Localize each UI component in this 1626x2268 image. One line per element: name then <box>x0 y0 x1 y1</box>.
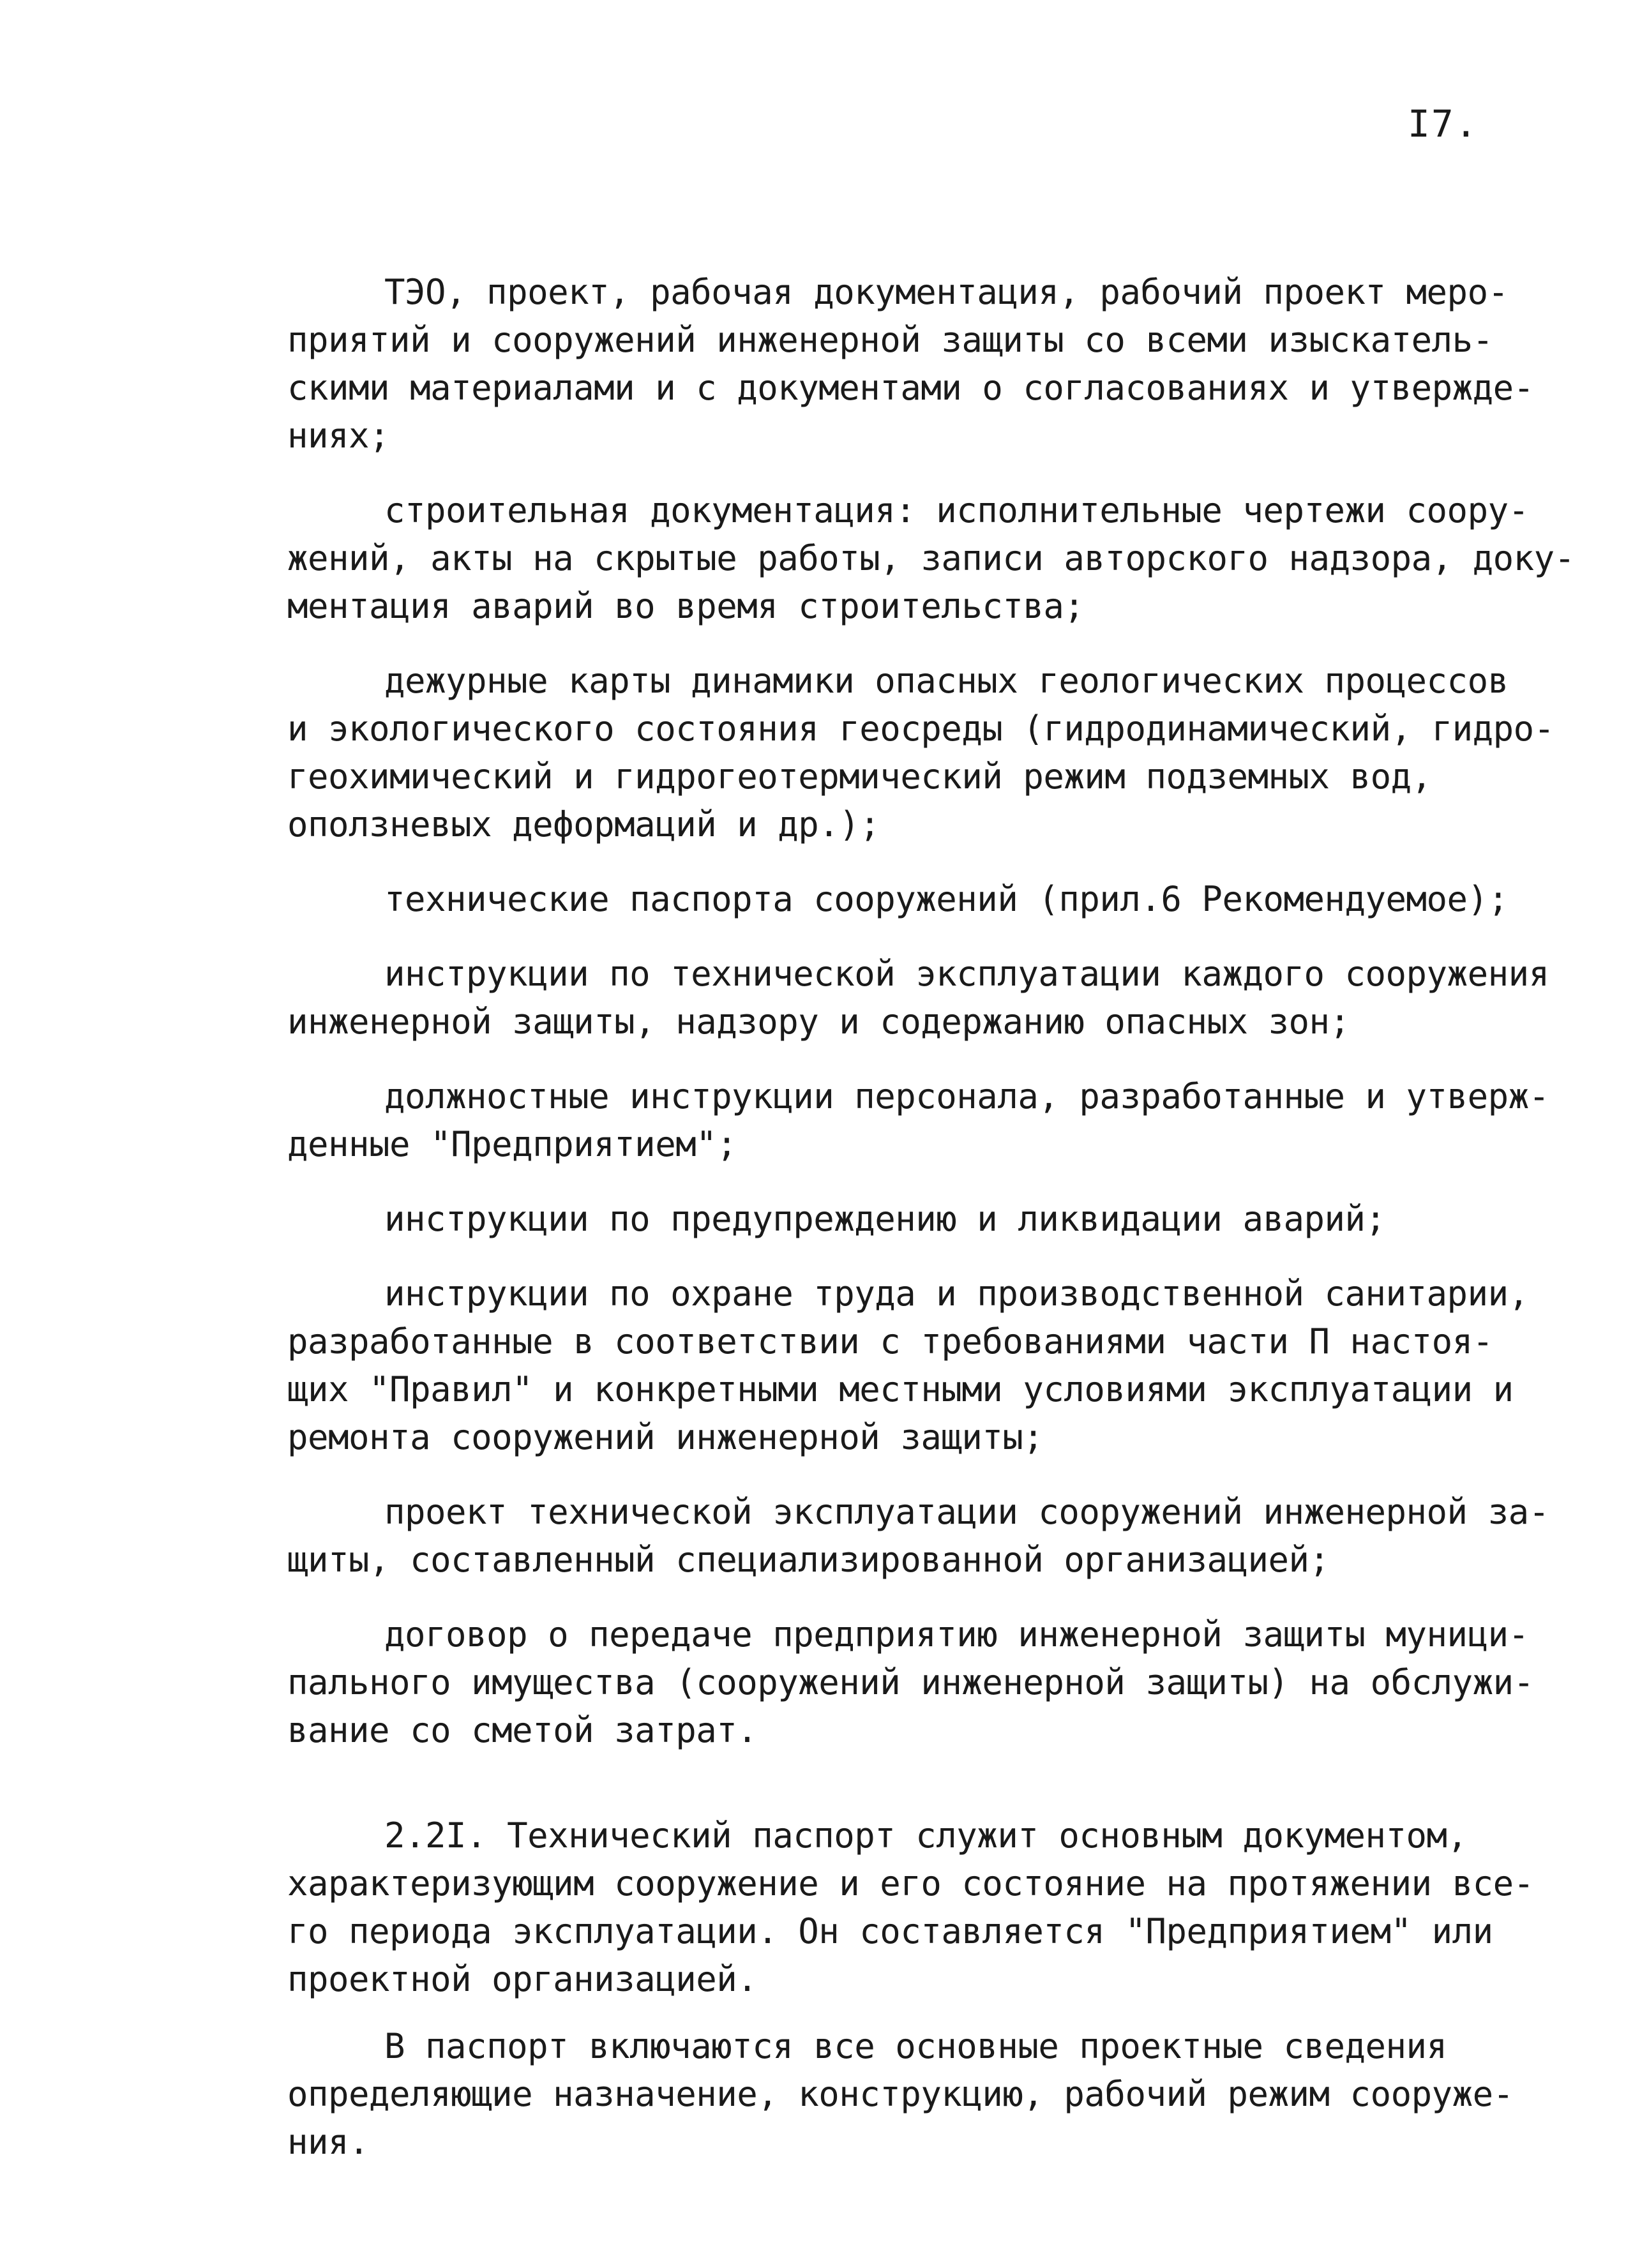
paragraph-section-2-21 <box>287 1812 1534 2003</box>
paragraph-passport-contents <box>287 2022 1514 2166</box>
text-line: инструкции по предупреждению и ликвидации аварий; <box>384 1199 1386 1239</box>
text-line: ния. <box>287 2122 370 2162</box>
text-line: дежурные карты динамики опасных геологических процессов <box>384 661 1509 701</box>
paragraph-operation-instructions <box>287 950 1549 1046</box>
paragraph-safety-instructions <box>287 1270 1529 1461</box>
text-line: инженерной защиты, надзору и содержанию опасных зон; <box>287 1002 1350 1042</box>
text-line: геохимический и гидрогеотермический режим подземных вод, <box>287 756 1432 797</box>
paragraph-contract <box>287 1611 1534 1754</box>
text-line: проект технической эксплуатации сооружений инженерной за- <box>384 1492 1549 1532</box>
page-number: I7. <box>1408 102 1479 146</box>
text-line: ментация аварий во время строительства; <box>287 586 1085 626</box>
text-line: пального имущества (сооружений инженерной защиты) на обслужи- <box>287 1662 1534 1702</box>
paragraph-job-instructions <box>287 1072 1549 1168</box>
document-body <box>287 268 1575 2166</box>
paragraph-teo <box>287 268 1534 460</box>
text-line: вание со сметой затрат. <box>287 1710 758 1750</box>
paragraph-tech-passports <box>287 875 1509 923</box>
text-line: скими материалами и с документами о согласованиях и утвержде- <box>287 368 1534 408</box>
text-line: ремонта сооружений инженерной защиты; <box>287 1417 1044 1457</box>
text-line: инструкции по технической эксплуатации каждого сооружения <box>384 954 1549 994</box>
text-line: определяющие назначение, конструкцию, рабочий режим сооруже- <box>287 2074 1514 2114</box>
text-line: щиты, составленный специализированной организацией; <box>287 1540 1330 1580</box>
text-line: должностные инструкции персонала, разработанные и утверж- <box>384 1076 1549 1116</box>
text-line: жений, акты на скрытые работы, записи авторского надзора, доку- <box>287 538 1575 578</box>
paragraph-construction-docs <box>287 486 1575 630</box>
text-line: денные "Предприятием"; <box>287 1124 737 1164</box>
paragraph-accident-instructions <box>287 1195 1500 1243</box>
text-line: 2.2I. Технический паспорт служит основным документом, <box>384 1815 1468 1856</box>
text-line: ТЭО, проект, рабочая документация, рабочий проект меро- <box>384 272 1509 312</box>
text-line: инструкции по охране труда и производственной санитарии, <box>384 1273 1529 1314</box>
paragraph-operation-project <box>287 1488 1549 1584</box>
text-line: разработанные в соответствии с требованиями части П настоя- <box>287 1321 1493 1362</box>
text-line: оползневых деформаций и др.); <box>287 804 880 845</box>
text-line: щих "Правил" и конкретными местными условиями эксплуатации и <box>287 1369 1514 1409</box>
text-line: приятий и сооружений инженерной защиты со всеми изыскатель- <box>287 320 1493 360</box>
text-line: го периода эксплуатации. Он составляется "Предприятием" или <box>287 1911 1493 1951</box>
text-line: строительная документация: исполнительные чертежи соору- <box>384 490 1529 530</box>
text-line: проектной организацией. <box>287 1959 758 1999</box>
text-line: характеризующим сооружение и его состояние на протяжении все- <box>287 1863 1534 1904</box>
paragraph-duty-maps <box>287 657 1554 848</box>
text-line: договор о передаче предприятию инженерной защиты муници- <box>384 1614 1529 1655</box>
text-line: В паспорт включаются все основные проектные сведения <box>384 2026 1447 2066</box>
text-line: технические паспорта сооружений (прил.6 Рекомендуемое); <box>384 879 1509 919</box>
text-line: ниях; <box>287 416 390 456</box>
text-line: и экологического состояния геосреды (гидродинамический, гидро- <box>287 709 1554 749</box>
